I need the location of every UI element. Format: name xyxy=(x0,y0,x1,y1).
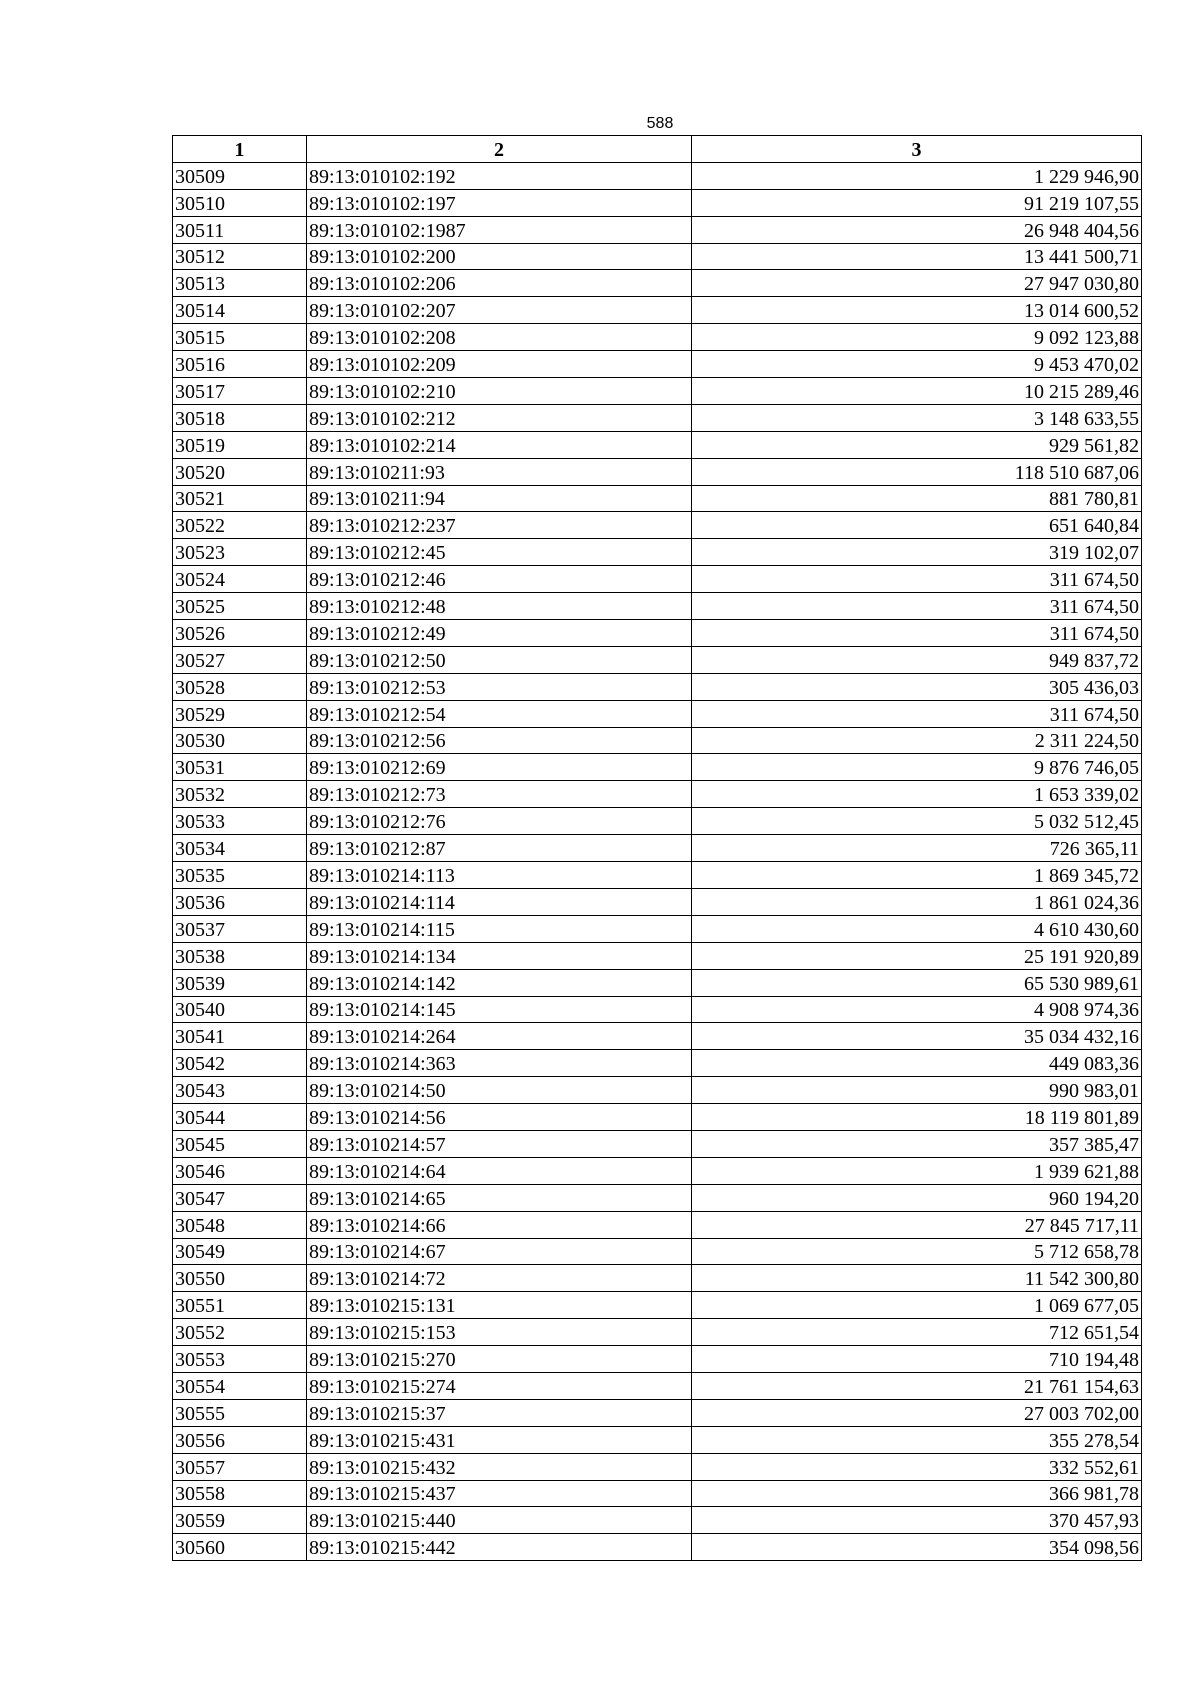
row-number-cell: 30528 xyxy=(173,673,307,700)
value-cell: 449 083,36 xyxy=(692,1050,1142,1077)
table-row xyxy=(173,512,1142,539)
row-number-cell: 30532 xyxy=(173,781,307,808)
cadastral-number-cell: 89:13:010215:440 xyxy=(307,1507,692,1534)
value-cell: 990 983,01 xyxy=(692,1077,1142,1104)
table-row xyxy=(173,1077,1142,1104)
row-number-cell: 30558 xyxy=(173,1480,307,1507)
value-cell: 1 869 345,72 xyxy=(692,862,1142,889)
value-cell: 366 981,78 xyxy=(692,1480,1142,1507)
table-row xyxy=(173,378,1142,405)
cadastral-number-cell: 89:13:010215:437 xyxy=(307,1480,692,1507)
cadastral-number-cell: 89:13:010212:87 xyxy=(307,835,692,862)
row-number-cell: 30516 xyxy=(173,351,307,378)
value-cell: 25 191 920,89 xyxy=(692,942,1142,969)
cadastral-number-cell: 89:13:010215:153 xyxy=(307,1319,692,1346)
page-number: 588 xyxy=(646,115,674,132)
value-cell: 319 102,07 xyxy=(692,539,1142,566)
table-row xyxy=(173,485,1142,512)
row-number-cell: 30536 xyxy=(173,888,307,915)
value-cell: 726 365,11 xyxy=(692,835,1142,862)
value-cell: 929 561,82 xyxy=(692,431,1142,458)
row-number-cell: 30550 xyxy=(173,1265,307,1292)
row-number-cell: 30549 xyxy=(173,1238,307,1265)
value-cell: 27 947 030,80 xyxy=(692,270,1142,297)
cadastral-number-cell: 89:13:010102:1987 xyxy=(307,216,692,243)
value-cell: 18 119 801,89 xyxy=(692,1104,1142,1131)
value-cell: 651 640,84 xyxy=(692,512,1142,539)
row-number-cell: 30523 xyxy=(173,539,307,566)
row-number-cell: 30548 xyxy=(173,1211,307,1238)
value-cell: 960 194,20 xyxy=(692,1184,1142,1211)
row-number-cell: 30531 xyxy=(173,754,307,781)
value-cell: 354 098,56 xyxy=(692,1534,1142,1561)
row-number-cell: 30559 xyxy=(173,1507,307,1534)
row-number-cell: 30547 xyxy=(173,1184,307,1211)
table-row xyxy=(173,404,1142,431)
row-number-cell: 30530 xyxy=(173,727,307,754)
value-cell: 949 837,72 xyxy=(692,646,1142,673)
cadastral-number-cell: 89:13:010214:66 xyxy=(307,1211,692,1238)
table-row xyxy=(173,1399,1142,1426)
row-number-cell: 30521 xyxy=(173,485,307,512)
table-row xyxy=(173,1104,1142,1131)
value-cell: 311 674,50 xyxy=(692,566,1142,593)
row-number-cell: 30512 xyxy=(173,243,307,270)
row-number-cell: 30535 xyxy=(173,862,307,889)
table-row xyxy=(173,700,1142,727)
value-cell: 27 845 717,11 xyxy=(692,1211,1142,1238)
table-row xyxy=(173,754,1142,781)
cadastral-number-cell: 89:13:010214:114 xyxy=(307,888,692,915)
table-row xyxy=(173,969,1142,996)
value-cell: 305 436,03 xyxy=(692,673,1142,700)
data-table xyxy=(172,135,1142,1561)
cadastral-number-cell: 89:13:010212:69 xyxy=(307,754,692,781)
row-number-cell: 30543 xyxy=(173,1077,307,1104)
table-row xyxy=(173,915,1142,942)
value-cell: 311 674,50 xyxy=(692,700,1142,727)
value-cell: 370 457,93 xyxy=(692,1507,1142,1534)
value-cell: 5 032 512,45 xyxy=(692,808,1142,835)
value-cell: 4 610 430,60 xyxy=(692,915,1142,942)
cadastral-number-cell: 89:13:010214:115 xyxy=(307,915,692,942)
column-header-2: 2 xyxy=(307,136,692,163)
value-cell: 27 003 702,00 xyxy=(692,1399,1142,1426)
table-row xyxy=(173,216,1142,243)
cadastral-number-cell: 89:13:010211:94 xyxy=(307,485,692,512)
row-number-cell: 30539 xyxy=(173,969,307,996)
cadastral-number-cell: 89:13:010215:432 xyxy=(307,1453,692,1480)
cadastral-number-cell: 89:13:010214:113 xyxy=(307,862,692,889)
cadastral-number-cell: 89:13:010212:76 xyxy=(307,808,692,835)
column-header-1: 1 xyxy=(173,136,307,163)
row-number-cell: 30510 xyxy=(173,189,307,216)
table-row xyxy=(173,835,1142,862)
table-row xyxy=(173,781,1142,808)
table-row xyxy=(173,996,1142,1023)
cadastral-number-cell: 89:13:010212:50 xyxy=(307,646,692,673)
cadastral-number-cell: 89:13:010102:207 xyxy=(307,297,692,324)
row-number-cell: 30533 xyxy=(173,808,307,835)
cadastral-number-cell: 89:13:010214:145 xyxy=(307,996,692,1023)
row-number-cell: 30546 xyxy=(173,1157,307,1184)
row-number-cell: 30517 xyxy=(173,378,307,405)
value-cell: 26 948 404,56 xyxy=(692,216,1142,243)
table-row xyxy=(173,1319,1142,1346)
table-row xyxy=(173,862,1142,889)
cadastral-number-cell: 89:13:010215:274 xyxy=(307,1372,692,1399)
cadastral-number-cell: 89:13:010212:48 xyxy=(307,593,692,620)
value-cell: 1 861 024,36 xyxy=(692,888,1142,915)
table-body xyxy=(173,162,1142,1560)
row-number-cell: 30538 xyxy=(173,942,307,969)
row-number-cell: 30556 xyxy=(173,1426,307,1453)
row-number-cell: 30527 xyxy=(173,646,307,673)
value-cell: 2 311 224,50 xyxy=(692,727,1142,754)
row-number-cell: 30552 xyxy=(173,1319,307,1346)
cadastral-number-cell: 89:13:010214:134 xyxy=(307,942,692,969)
table-row xyxy=(173,888,1142,915)
row-number-cell: 30554 xyxy=(173,1372,307,1399)
cadastral-number-cell: 89:13:010214:72 xyxy=(307,1265,692,1292)
value-cell: 712 651,54 xyxy=(692,1319,1142,1346)
cadastral-number-cell: 89:13:010214:264 xyxy=(307,1023,692,1050)
cadastral-number-cell: 89:13:010102:192 xyxy=(307,162,692,189)
table-row xyxy=(173,1265,1142,1292)
table-row xyxy=(173,189,1142,216)
value-cell: 11 542 300,80 xyxy=(692,1265,1142,1292)
table-row xyxy=(173,243,1142,270)
table-row xyxy=(173,942,1142,969)
table-row xyxy=(173,162,1142,189)
cadastral-number-cell: 89:13:010215:270 xyxy=(307,1346,692,1373)
value-cell: 91 219 107,55 xyxy=(692,189,1142,216)
value-cell: 355 278,54 xyxy=(692,1426,1142,1453)
table-header-row xyxy=(173,136,1142,163)
value-cell: 881 780,81 xyxy=(692,485,1142,512)
table-row xyxy=(173,324,1142,351)
cadastral-number-cell: 89:13:010214:363 xyxy=(307,1050,692,1077)
row-number-cell: 30515 xyxy=(173,324,307,351)
table-row xyxy=(173,1453,1142,1480)
value-cell: 311 674,50 xyxy=(692,593,1142,620)
value-cell: 10 215 289,46 xyxy=(692,378,1142,405)
value-cell: 1 653 339,02 xyxy=(692,781,1142,808)
cadastral-number-cell: 89:13:010214:65 xyxy=(307,1184,692,1211)
table-row xyxy=(173,1507,1142,1534)
cadastral-number-cell: 89:13:010102:200 xyxy=(307,243,692,270)
value-cell: 9 876 746,05 xyxy=(692,754,1142,781)
row-number-cell: 30555 xyxy=(173,1399,307,1426)
value-cell: 332 552,61 xyxy=(692,1453,1142,1480)
row-number-cell: 30509 xyxy=(173,162,307,189)
cadastral-number-cell: 89:13:010102:214 xyxy=(307,431,692,458)
table-row xyxy=(173,566,1142,593)
table-row xyxy=(173,1184,1142,1211)
value-cell: 357 385,47 xyxy=(692,1130,1142,1157)
table-row xyxy=(173,1346,1142,1373)
cadastral-number-cell: 89:13:010102:206 xyxy=(307,270,692,297)
cadastral-number-cell: 89:13:010212:73 xyxy=(307,781,692,808)
row-number-cell: 30560 xyxy=(173,1534,307,1561)
table-row xyxy=(173,539,1142,566)
row-number-cell: 30545 xyxy=(173,1130,307,1157)
table-row xyxy=(173,1372,1142,1399)
cadastral-number-cell: 89:13:010212:53 xyxy=(307,673,692,700)
table-row xyxy=(173,1426,1142,1453)
row-number-cell: 30551 xyxy=(173,1292,307,1319)
value-cell: 1 069 677,05 xyxy=(692,1292,1142,1319)
value-cell: 65 530 989,61 xyxy=(692,969,1142,996)
cadastral-number-cell: 89:13:010214:56 xyxy=(307,1104,692,1131)
cadastral-number-cell: 89:13:010212:45 xyxy=(307,539,692,566)
row-number-cell: 30525 xyxy=(173,593,307,620)
table-row xyxy=(173,1238,1142,1265)
cadastral-number-cell: 89:13:010214:57 xyxy=(307,1130,692,1157)
table-row xyxy=(173,1211,1142,1238)
row-number-cell: 30513 xyxy=(173,270,307,297)
cadastral-number-cell: 89:13:010214:142 xyxy=(307,969,692,996)
table-row xyxy=(173,431,1142,458)
row-number-cell: 30537 xyxy=(173,915,307,942)
table-row xyxy=(173,1050,1142,1077)
row-number-cell: 30557 xyxy=(173,1453,307,1480)
cadastral-number-cell: 89:13:010212:49 xyxy=(307,620,692,647)
table-row xyxy=(173,458,1142,485)
value-cell: 311 674,50 xyxy=(692,620,1142,647)
cadastral-number-cell: 89:13:010215:131 xyxy=(307,1292,692,1319)
table-row xyxy=(173,1480,1142,1507)
row-number-cell: 30519 xyxy=(173,431,307,458)
value-cell: 4 908 974,36 xyxy=(692,996,1142,1023)
value-cell: 1 229 946,90 xyxy=(692,162,1142,189)
value-cell: 9 092 123,88 xyxy=(692,324,1142,351)
value-cell: 710 194,48 xyxy=(692,1346,1142,1373)
cadastral-number-cell: 89:13:010102:197 xyxy=(307,189,692,216)
row-number-cell: 30553 xyxy=(173,1346,307,1373)
table-row xyxy=(173,1534,1142,1561)
row-number-cell: 30511 xyxy=(173,216,307,243)
value-cell: 5 712 658,78 xyxy=(692,1238,1142,1265)
table-row xyxy=(173,808,1142,835)
row-number-cell: 30541 xyxy=(173,1023,307,1050)
value-cell: 9 453 470,02 xyxy=(692,351,1142,378)
table-row xyxy=(173,1023,1142,1050)
cadastral-number-cell: 89:13:010214:67 xyxy=(307,1238,692,1265)
column-header-3: 3 xyxy=(692,136,1142,163)
table-row xyxy=(173,351,1142,378)
row-number-cell: 30522 xyxy=(173,512,307,539)
cadastral-number-cell: 89:13:010211:93 xyxy=(307,458,692,485)
table-row xyxy=(173,270,1142,297)
table-row xyxy=(173,620,1142,647)
row-number-cell: 30514 xyxy=(173,297,307,324)
row-number-cell: 30518 xyxy=(173,404,307,431)
value-cell: 21 761 154,63 xyxy=(692,1372,1142,1399)
row-number-cell: 30529 xyxy=(173,700,307,727)
row-number-cell: 30526 xyxy=(173,620,307,647)
cadastral-number-cell: 89:13:010212:56 xyxy=(307,727,692,754)
row-number-cell: 30524 xyxy=(173,566,307,593)
value-cell: 1 939 621,88 xyxy=(692,1157,1142,1184)
cadastral-number-cell: 89:13:010214:50 xyxy=(307,1077,692,1104)
table-row xyxy=(173,297,1142,324)
cadastral-number-cell: 89:13:010102:212 xyxy=(307,404,692,431)
cadastral-number-cell: 89:13:010214:64 xyxy=(307,1157,692,1184)
value-cell: 118 510 687,06 xyxy=(692,458,1142,485)
cadastral-number-cell: 89:13:010215:442 xyxy=(307,1534,692,1561)
cadastral-number-cell: 89:13:010215:431 xyxy=(307,1426,692,1453)
row-number-cell: 30540 xyxy=(173,996,307,1023)
value-cell: 35 034 432,16 xyxy=(692,1023,1142,1050)
table-row xyxy=(173,727,1142,754)
row-number-cell: 30520 xyxy=(173,458,307,485)
table-row xyxy=(173,1157,1142,1184)
cadastral-number-cell: 89:13:010102:210 xyxy=(307,378,692,405)
table-row xyxy=(173,593,1142,620)
cadastral-number-cell: 89:13:010212:54 xyxy=(307,700,692,727)
cadastral-number-cell: 89:13:010102:208 xyxy=(307,324,692,351)
cadastral-number-cell: 89:13:010215:37 xyxy=(307,1399,692,1426)
table-row xyxy=(173,1292,1142,1319)
table-row xyxy=(173,1130,1142,1157)
value-cell: 13 014 600,52 xyxy=(692,297,1142,324)
cadastral-number-cell: 89:13:010102:209 xyxy=(307,351,692,378)
table-row xyxy=(173,673,1142,700)
cadastral-number-cell: 89:13:010212:46 xyxy=(307,566,692,593)
value-cell: 13 441 500,71 xyxy=(692,243,1142,270)
row-number-cell: 30534 xyxy=(173,835,307,862)
row-number-cell: 30542 xyxy=(173,1050,307,1077)
table-row xyxy=(173,646,1142,673)
row-number-cell: 30544 xyxy=(173,1104,307,1131)
cadastral-number-cell: 89:13:010212:237 xyxy=(307,512,692,539)
value-cell: 3 148 633,55 xyxy=(692,404,1142,431)
